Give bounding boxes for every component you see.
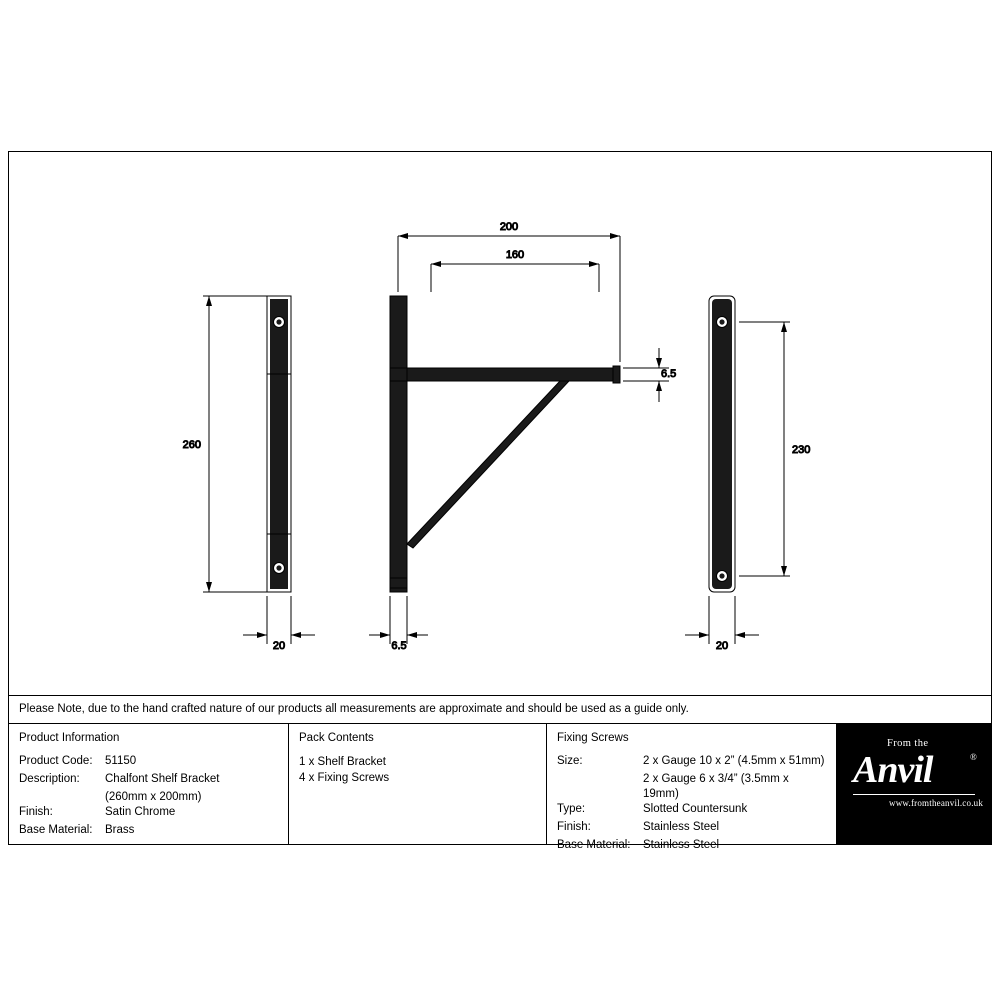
- screw-type-key: Type:: [557, 803, 586, 815]
- fixing-screws-panel: [547, 724, 837, 851]
- finish-value: Satin Chrome: [105, 806, 176, 818]
- logo-url-text: www.fromtheanvil.co.uk: [889, 798, 984, 808]
- right-back-plate-view: [709, 296, 735, 592]
- product-information-panel: [9, 724, 289, 844]
- fixing-screws-heading: Fixing Screws: [557, 732, 629, 744]
- dim-6point5-bottom-label: 6.5: [391, 640, 407, 652]
- base-material-row: [19, 823, 278, 838]
- dimension-260: [183, 296, 267, 592]
- screw-base-material-key: Base Material:: [557, 839, 631, 851]
- product-information-heading: Product Information: [19, 732, 120, 744]
- product-code-row: [19, 754, 278, 769]
- dim-20-left-label: 20: [272, 640, 286, 652]
- dim-230-label: 230: [792, 444, 811, 456]
- base-material-key: Base Material:: [19, 824, 93, 836]
- left-side-view: [267, 296, 291, 592]
- from-the-anvil-logo: [837, 724, 991, 844]
- screw-size-value: 2 x Gauge 10 x 2” (4.5mm x 51mm): [643, 755, 825, 767]
- description-value: Chalfont Shelf Bracket: [105, 773, 220, 785]
- description-key: Description:: [19, 773, 80, 785]
- description-size: (260mm x 200mm): [105, 791, 202, 803]
- dim-200-label: 200: [499, 221, 519, 233]
- logo-brand-text: Anvil: [853, 749, 933, 791]
- product-code-value: 51150: [105, 755, 137, 767]
- dimension-230: [739, 322, 810, 576]
- technical-drawing-sheet: [8, 151, 992, 851]
- finish-key: Finish:: [19, 806, 53, 818]
- logo-from-the-text: From the: [887, 738, 929, 749]
- centre-bracket-view: [390, 296, 620, 592]
- description-row: [19, 772, 278, 787]
- drawing-area: [9, 152, 991, 695]
- screw-finish-key: Finish:: [557, 821, 591, 833]
- screw-base-material-row: [557, 838, 826, 853]
- pack-contents-item: 1 x Shelf Bracket: [299, 756, 386, 768]
- pack-contents-heading: Pack Contents: [299, 732, 374, 744]
- screw-size-value-2: 2 x Gauge 6 x 3/4” (3.5mm x 19mm): [643, 773, 789, 800]
- brand-logo-panel: [837, 724, 991, 844]
- measurement-note: Please Note, due to the hand crafted nature of our products all measurements are approximate and should be used as a guide only.: [9, 695, 991, 724]
- screw-size-key: Size:: [557, 755, 583, 767]
- dim-160-label: 160: [505, 249, 525, 261]
- dimension-20-left: [243, 596, 315, 652]
- screw-type-value: Slotted Countersunk: [643, 803, 748, 815]
- base-material-value: Brass: [105, 824, 135, 836]
- dim-20-right-label: 20: [715, 640, 729, 652]
- logo-divider: [853, 794, 975, 795]
- dim-260-label: 260: [182, 439, 201, 451]
- screw-finish-value: Stainless Steel: [643, 821, 720, 833]
- screw-finish-row: [557, 820, 826, 835]
- bracket-drawing: [9, 152, 991, 695]
- pack-contents-panel: [289, 724, 547, 844]
- dim-6point5-arm-label: 6.5: [661, 368, 677, 380]
- dimension-6point5-bottom: [369, 596, 428, 652]
- pack-contents-item: 4 x Fixing Screws: [299, 772, 390, 784]
- logo-registered-icon: ®: [970, 752, 977, 762]
- dimension-160: [431, 249, 599, 292]
- screw-type-row: [557, 802, 826, 817]
- screw-base-material-value: Stainless Steel: [643, 839, 720, 851]
- info-row: [9, 724, 991, 851]
- screw-size-row: [557, 754, 826, 769]
- dimension-6point5-arm: [623, 348, 676, 402]
- finish-row: [19, 805, 278, 820]
- dimension-20-right: [685, 596, 759, 652]
- product-code-key: Product Code:: [19, 755, 93, 767]
